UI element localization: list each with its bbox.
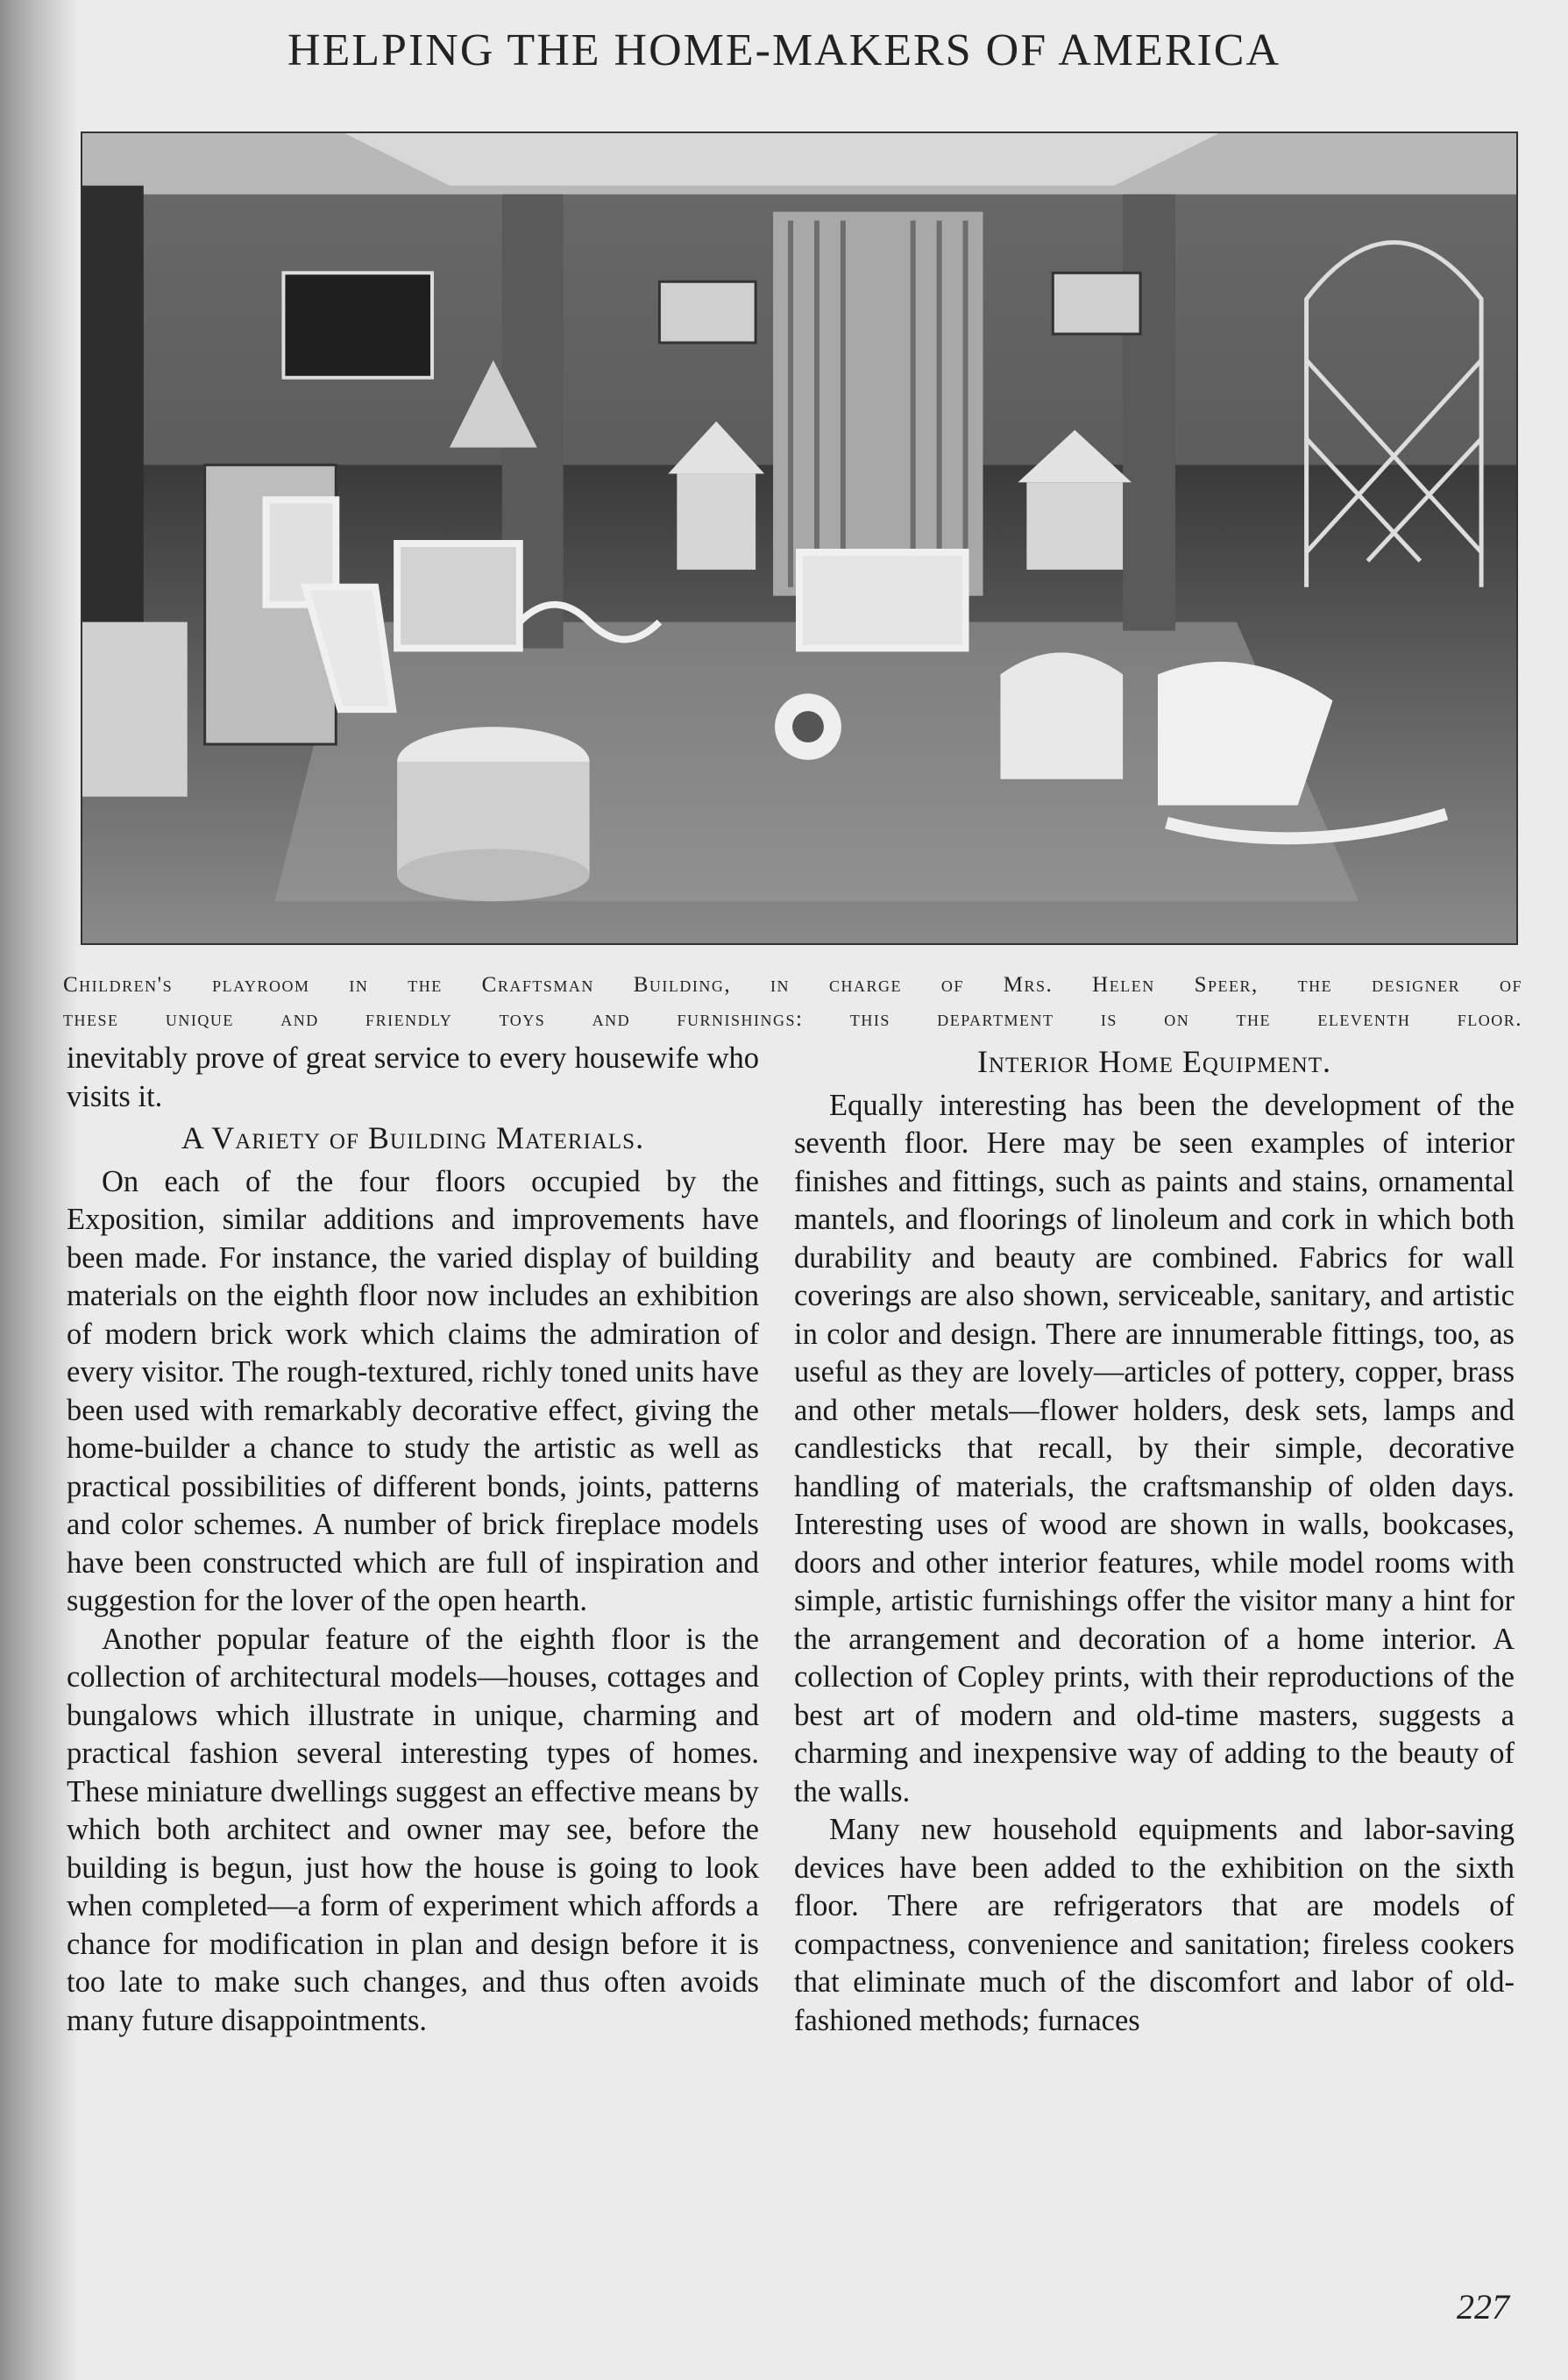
page-number: 227 (1457, 2287, 1509, 2327)
section-heading-building-materials: A Variety of Building Materials. (181, 1120, 645, 1155)
caption-line-2: these unique and friendly toys and furnishings: this department is on the eleventh floor. (63, 1007, 1522, 1031)
section-heading-interior-equipment: Interior Home Equipment. (976, 1044, 1332, 1079)
caption-line-1: Children's playroom in the Craftsman Building, in charge of Mrs. Helen Speer, the designer of (63, 973, 1522, 997)
right-text-column (794, 1040, 1515, 2040)
playroom-photograph (81, 131, 1518, 945)
running-header: HELPING THE HOME-MAKERS OF AMERICA (287, 25, 1281, 75)
right-paragraph-2: Many new household equipments and labor-saving devices have been added to the exhibition on the sixth floor. There are refrigerators that are models of compactness, convenience and sanitation; fireless cookers that eliminate much of the discomfort and labor of old-fashioned methods; furnaces (794, 1813, 1515, 2037)
left-paragraph-1: On each of the four floors occupied by the Exposition, similar additions and improvements have been made. For instance, the varied display of building materials on the eighth floor now includes an exhibition of modern brick work which claims the admiration of every visitor. The rough-textured, richly toned units have been used with remarkably decorative effect, giving the home-builder a chance to study the artistic as well as practical possibilities of different bonds, joints, patterns and color schemes. A number of brick fireplace models have been constructed which are full of inspiration and suggestion for the lover of the open hearth. (67, 1164, 759, 1617)
playroom-photo-illustration (82, 133, 1516, 943)
photo-caption (63, 968, 1522, 1036)
left-text-column (67, 1040, 759, 2040)
right-paragraph-1: Equally interesting has been the development of the seventh floor. Here may be seen examples of interior finishes and fittings, such as paints and stains, ornamental mantels, and floorings of linoleum and cork in which both durability and beauty are combined. Fabrics for wall coverings are also shown, serviceable, sanitary, and artistic in color and design. There are innumerable fittings, too, as useful as they are lovely—articles of pottery, copper, brass and other metals—flower holders, desk sets, lamps and candlesticks that recall, by their simple, decorative handling of materials, the craftsmanship of olden days. Interesting uses of wood are shown in walls, bookcases, doors and other interior features, while model rooms with simple, artistic furnishings offer the visitor many a hint for the arrangement and decoration of a home interior. A collection of Copley prints, with their reproductions of the best art of modern and old-time masters, suggests a charming and inexpensive way of adding to the beauty of the walls. (794, 1088, 1515, 1808)
left-continuation-paragraph: inevitably prove of great service to every housewife who visits it. (67, 1041, 759, 1113)
left-paragraph-2: Another popular feature of the eighth floor is the collection of architectural models—houses, cottages and bungalows which illustrate in unique, charming and practical fashion several interesting types of homes. These miniature dwellings suggest an effective means by which both architect and owner may see, before the building is begun, just how the house is going to look when completed—a form of experiment which affords a chance for modification in plan and design before it is too late to make such changes, and thus often avoids many future disappointments. (67, 1622, 759, 2037)
